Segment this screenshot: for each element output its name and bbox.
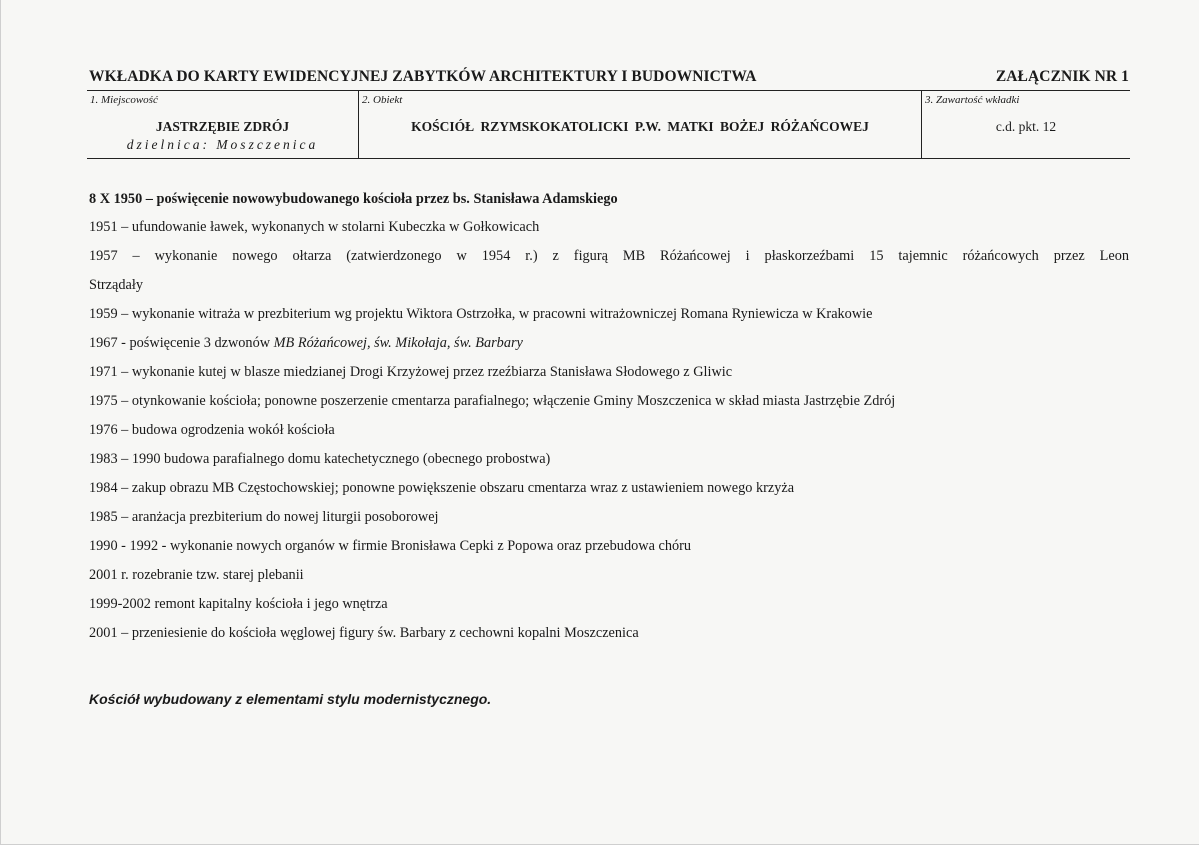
district-value: dzielnica: Moszczenica xyxy=(126,137,319,152)
place-value: JASTRZĘBIE ZDRÓJ xyxy=(155,119,290,134)
history-entry: 2001 r. rozebranie tzw. starej plebanii xyxy=(89,567,304,583)
content-value: c.d. pkt. 12 xyxy=(995,119,1057,134)
object-label: 2. Obiekt xyxy=(362,94,403,106)
style-note: Kościół wybudowany z elementami stylu modernistycznego. xyxy=(89,691,492,707)
object-cell xyxy=(358,91,922,158)
history-entry: 1976 – budowa ogrodzenia wokół kościoła xyxy=(89,422,335,438)
content-cell xyxy=(922,91,1130,158)
history-entry: 1971 – wykonanie kutej w blasze miedzianej Drogi Krzyżowej przez rzeźbiarza Stanisława Słodowego z Gliwic xyxy=(89,364,733,380)
history-entry xyxy=(89,329,1129,358)
document-title: WKŁADKA DO KARTY EWIDENCYJNEJ ZABYTKÓW ARCHITEKTURY I BUDOWNICTWA xyxy=(89,68,757,85)
history-entry: 1984 – zakup obrazu MB Częstochowskiej; ponowne powiększenie obszaru cmentarza wraz z ustawieniem nowego krzyża xyxy=(89,480,795,496)
history-list xyxy=(89,186,1129,648)
history-entry: 8 X 1950 – poświęcenie nowowybudowanego kościoła przez bs. Stanisława Adamskiego xyxy=(89,191,618,207)
header-table xyxy=(87,90,1130,159)
attachment-label: ZAŁĄCZNIK NR 1 xyxy=(995,68,1129,85)
history-entry: 1983 – 1990 budowa parafialnego domu katechetycznego (obecnego probostwa) xyxy=(89,451,551,467)
history-entry: 1999-2002 remont kapitalny kościoła i jego wnętrza xyxy=(89,596,388,612)
history-entry: 2001 – przeniesienie do kościoła węglowej figury św. Barbary z cechowni kopalni Moszczenica xyxy=(89,625,639,641)
object-value: KOŚCIÓŁ RZYMSKOKATOLICKI P.W. MATKI BOŻEJ RÓŻAŃCOWEJ xyxy=(411,119,869,134)
bell-names: MB Różańcowej, św. Mikołaja, św. Barbary xyxy=(273,335,523,351)
history-entry: 1975 – otynkowanie kościoła; ponowne poszerzenie cmentarza parafialnego; włączenie Gminy Moszczenica w skład miasta Jastrzębie Zdrój xyxy=(89,393,896,409)
history-entry: 1985 – aranżacja prezbiterium do nowej liturgii posoborowej xyxy=(89,509,439,525)
content-label: 3. Zawartość wkładki xyxy=(925,94,1020,106)
history-entry: 1957 – wykonanie nowego ołtarza (zatwierdzonego w 1954 r.) z figurą MB Różańcowej i płaskorzeźbami 15 tajemnic różańcowych przez Leon xyxy=(89,248,1129,264)
history-entry: 1951 – ufundowanie ławek, wykonanych w stolarni Kubeczka w Gołkowicach xyxy=(89,219,540,235)
document-header xyxy=(89,68,1129,86)
history-entry-continuation: Strządały xyxy=(89,277,143,293)
history-entry: 1990 - 1992 - wykonanie nowych organów w firmie Bronisława Cepki z Popowa oraz przebudowa chóru xyxy=(89,538,692,554)
place-cell xyxy=(87,91,358,158)
history-entry-text: 1967 - poświęcenie 3 dzwonów xyxy=(89,335,271,351)
place-label: 1. Miejscowość xyxy=(90,94,158,106)
history-entry: 1959 – wykonanie witraża w prezbiterium wg projektu Wiktora Ostrzołka, w pracowni witrażowniczej Romana Ryniewicza w Krakowie xyxy=(89,306,873,322)
